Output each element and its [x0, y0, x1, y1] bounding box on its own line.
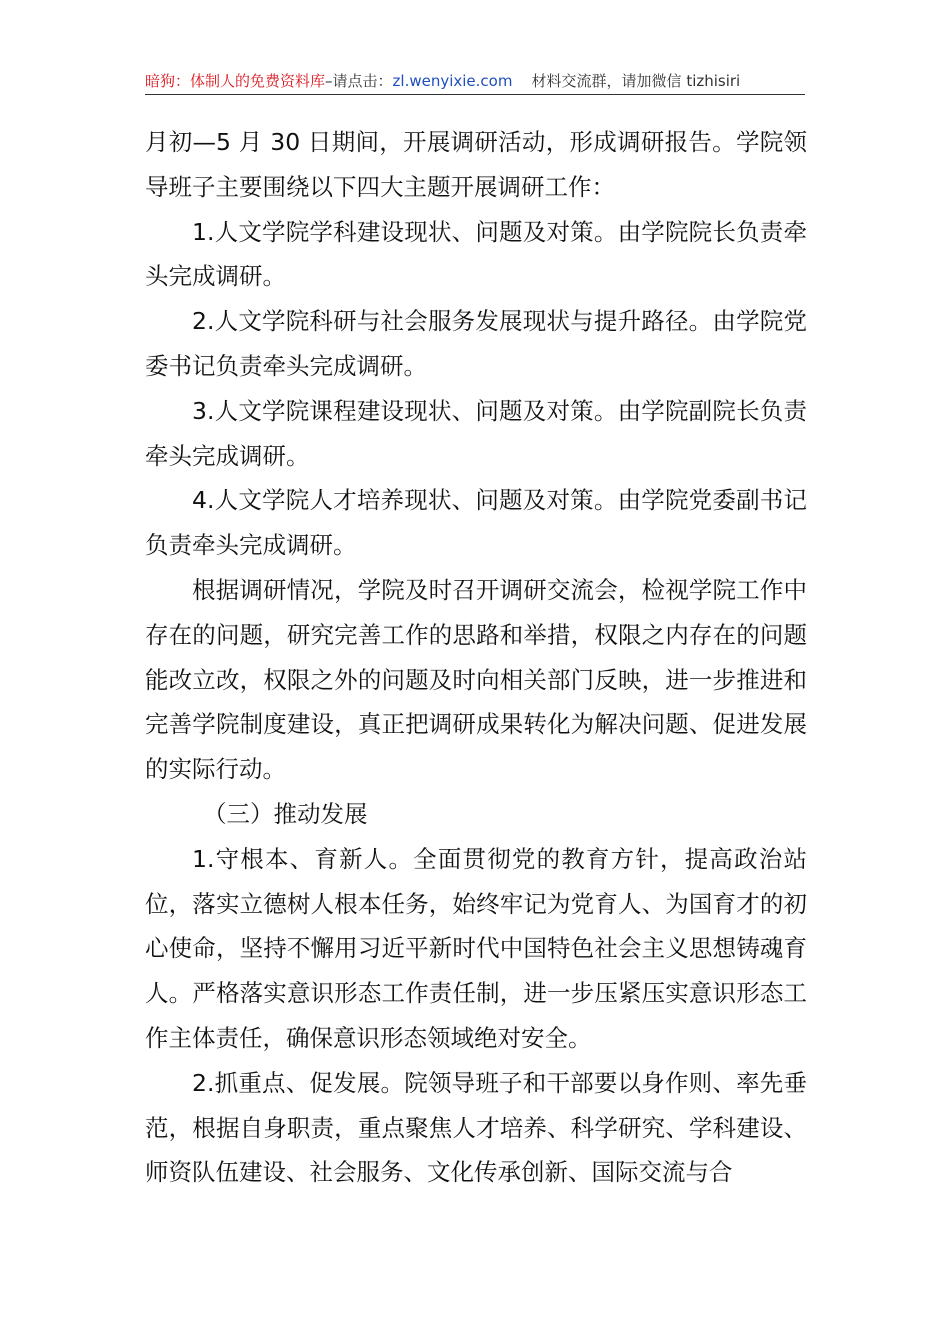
paragraph-summary: 根据调研情况，学院及时召开调研交流会，检视学院工作中存在的问题，研究完善工作的思路和举措，权限之内存在的问题能改立改，权限之外的问题及时向相关部门反映，进一步推进和完善学院制度建设，真正把调研成果转化为解决问题、促进发展的实际行动。 [145, 575, 807, 784]
page-header [145, 70, 805, 94]
paragraph-topic-2: 2.人文学院科研与社会服务发展现状与提升路径。由学院党委书记负责牵头完成调研。 [145, 307, 807, 380]
paragraph-item-2: 2.抓重点、促发展。院领导班子和干部要以身作则、率先垂范，根据自身职责，重点聚焦人才培养、科学研究、学科建设、师资队伍建设、社会服务、文化传承创新、国际交流与合 [145, 1068, 807, 1187]
paragraph-topic-1: 1.人文学院学科建设现状、问题及对策。由学院院长负责牵头完成调研。 [145, 217, 807, 291]
header-url-link[interactable]: zl.wenyixie.com [392, 72, 513, 90]
paragraph-topic-4: 4.人文学院人才培养现状、问题及对策。由学院党委副书记负责牵头完成调研。 [145, 486, 807, 560]
header-click-prefix: –请点击： [325, 72, 393, 90]
section-heading: （三）推动发展 [203, 799, 368, 828]
header-group-info: 材料交流群，请加微信 tizhisiri [531, 72, 741, 90]
paragraph-item-1: 1.守根本、育新人。全面贯彻党的教育方针，提高政治站位，落实立德树人根本任务，始终牢记为党育人、为国育才的初心使命，坚持不懈用习近平新时代中国特色社会主义思想铸魂育人。严格落实意识形态工作责任制，进一步压紧压实意识形态工作主体责任，确保意识形态领域绝对安全。 [145, 844, 807, 1052]
header-divider [145, 94, 805, 95]
document-body [145, 120, 807, 1195]
header-site-name: 暗狗：体制人的免费资料库 [145, 72, 326, 90]
paragraph-continuation: 月初—5 月 30 日期间，开展调研活动，形成调研报告。学院领导班子主要围绕以下四大主题开展调研工作： [145, 128, 807, 201]
paragraph-topic-3: 3.人文学院课程建设现状、问题及对策。由学院副院长负责牵头完成调研。 [145, 396, 807, 470]
